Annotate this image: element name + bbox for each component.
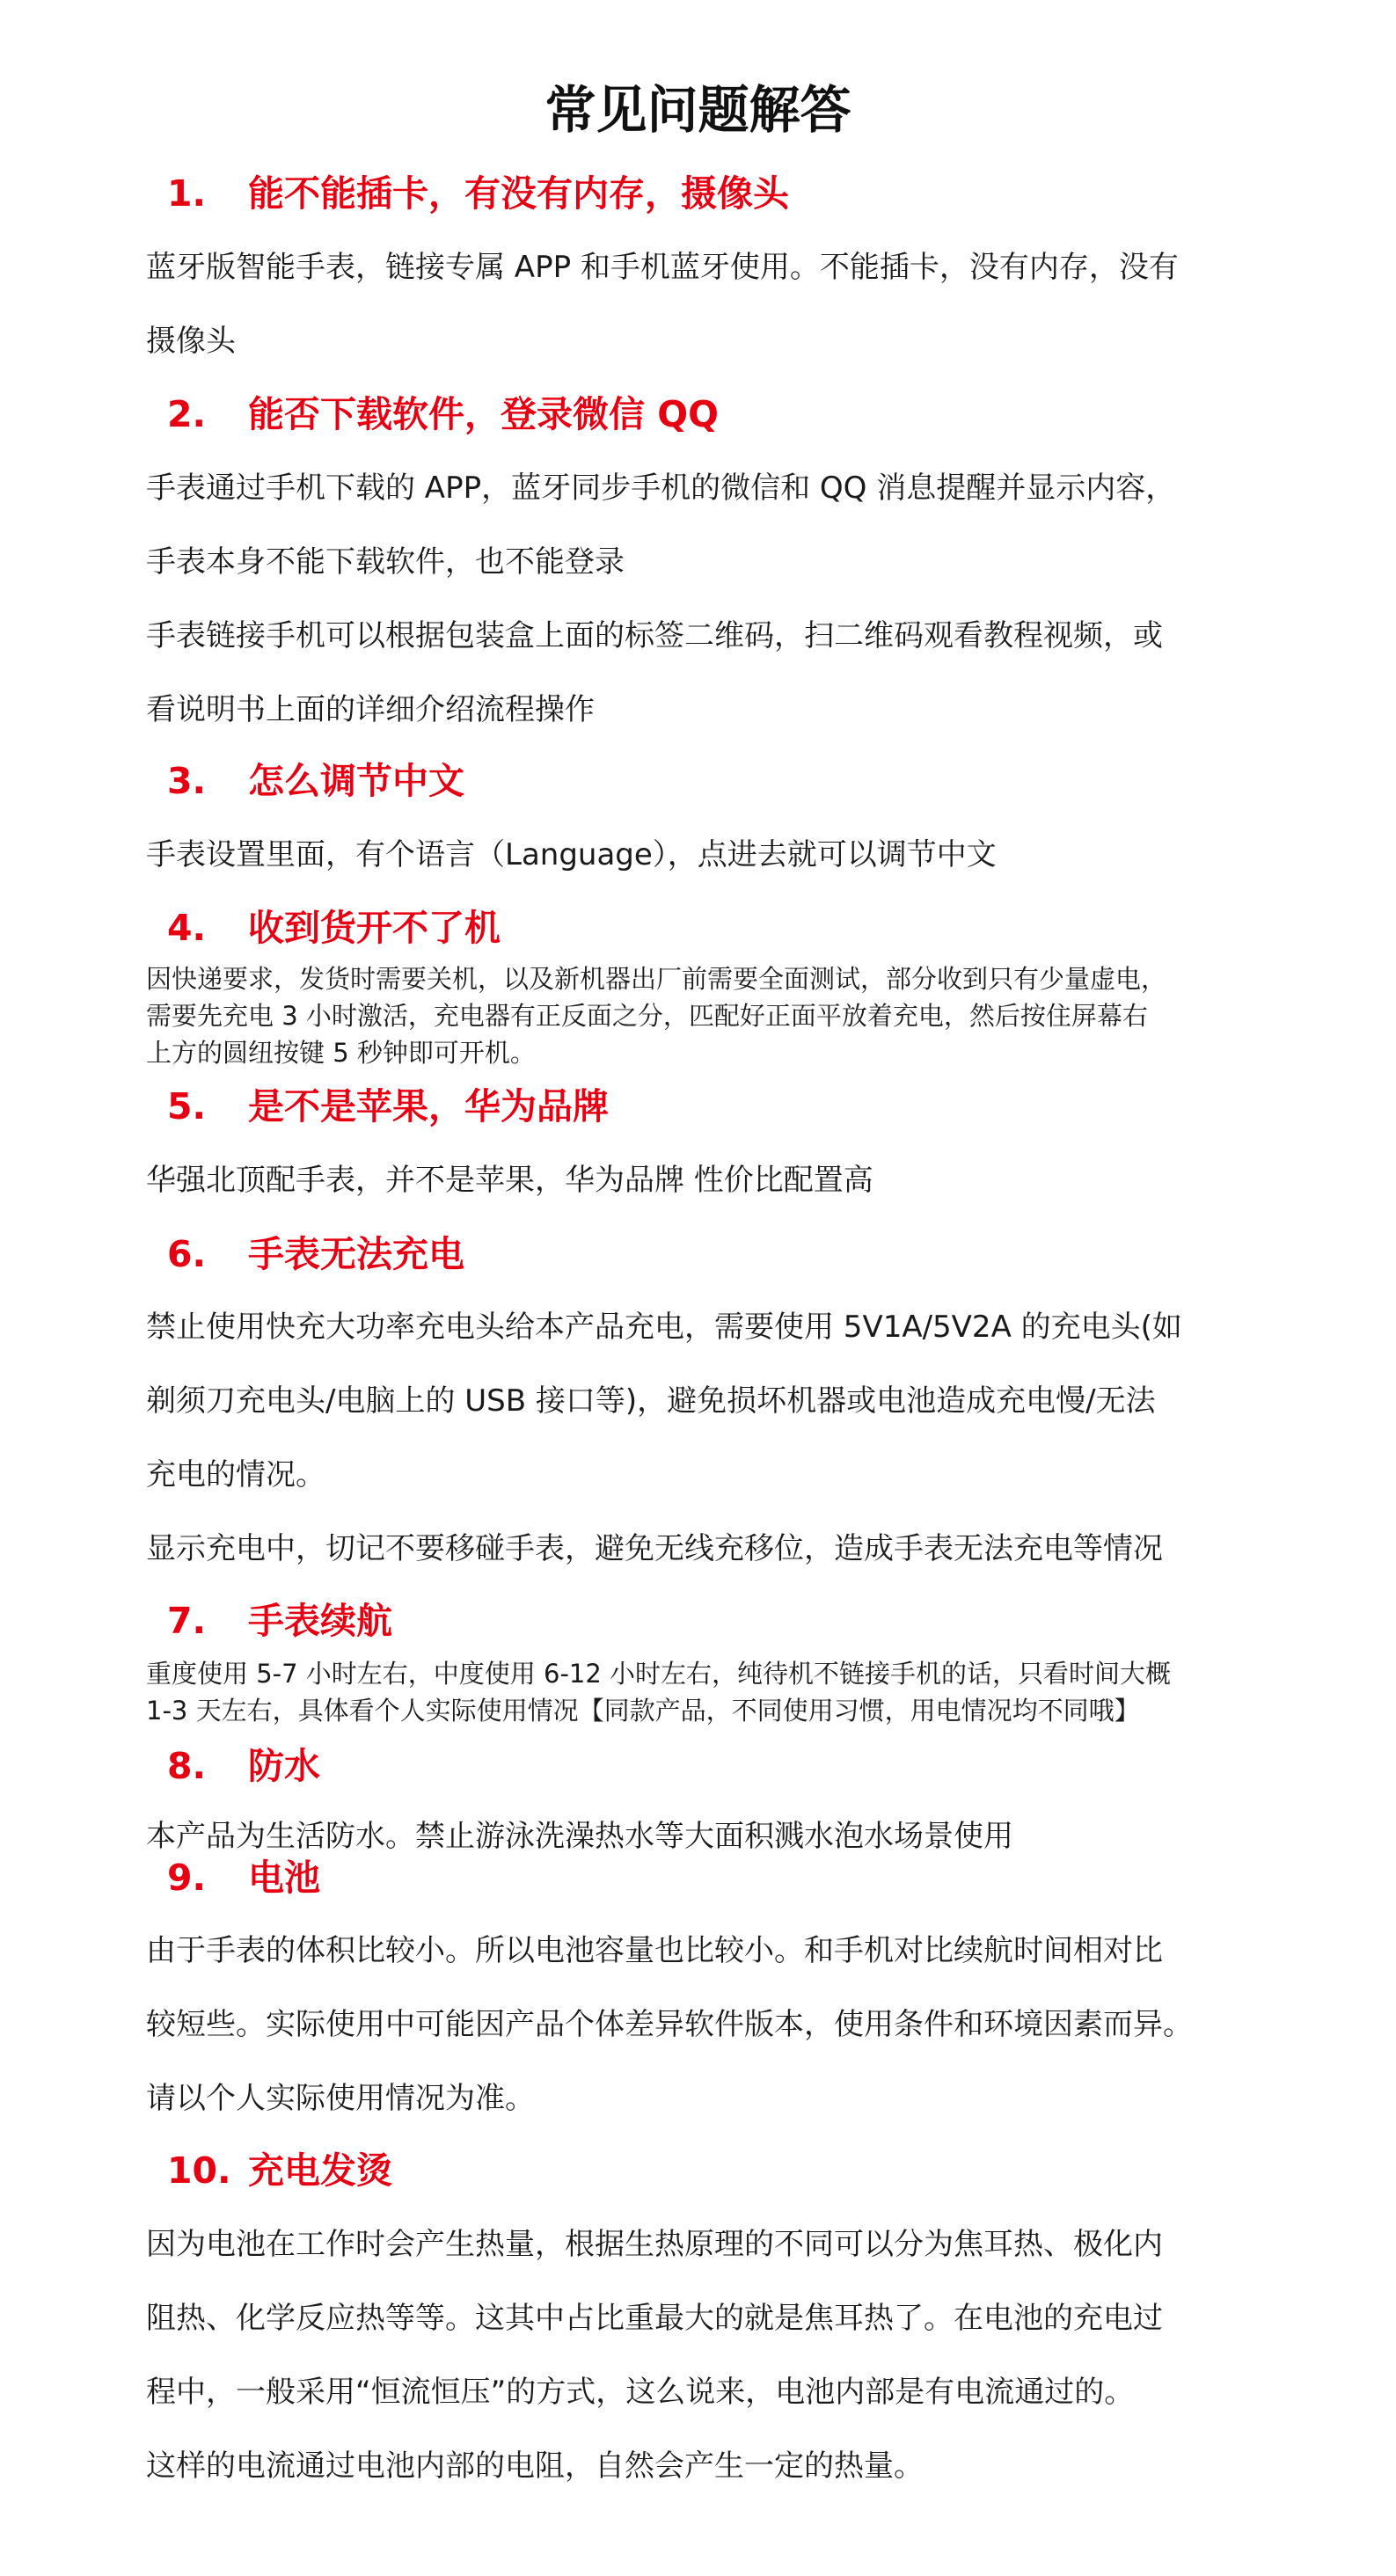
- faq-number: 3.: [167, 760, 207, 802]
- answer-line: 华强北顶配手表，并不是苹果，华为品牌 性价比配置高: [146, 1163, 873, 1198]
- answer-line: 手表设置里面，有个语言（Language），点进去就可以调节中文: [146, 837, 997, 872]
- faq-question-text: 能不能插卡，有没有内存，摄像头: [248, 172, 789, 215]
- faq-number: 2.: [167, 393, 207, 435]
- answer-line: 手表本身不能下载软件，也不能登录: [146, 544, 625, 580]
- answer-line: 需要先充电 3 小时激活，充电器有正反面之分，匹配好正面平放着充电，然后按住屏幕右: [146, 1001, 1148, 1031]
- faq-answer-1: [146, 230, 1272, 378]
- faq-answer-6: [146, 1290, 1272, 1586]
- faq-number: 4.: [167, 907, 207, 949]
- faq-answer-2: [146, 451, 1272, 747]
- answer-line: 剃须刀充电头/电脑上的 USB 接口等)，避免损坏机器或电池造成充电慢/无法: [146, 1383, 1156, 1419]
- answer-line: 看说明书上面的详细介绍流程操作: [146, 692, 595, 727]
- answer-line: 由于手表的体积比较小。所以电池容量也比较小。和手机对比续航时间相对比: [146, 1933, 1163, 1968]
- faq-question-3: [167, 760, 464, 802]
- answer-line: 较短些。实际使用中可能因产品个体差异软件版本，使用条件和环境因素而异。: [146, 2007, 1193, 2042]
- answer-line: 阻热、化学反应热等等。这其中占比重最大的就是焦耳热了。在电池的充电过: [146, 2301, 1163, 2336]
- faq-question-text: 怎么调节中文: [248, 760, 464, 802]
- faq-answer-3: [146, 818, 1272, 892]
- answer-line: 1-3 天左右，具体看个人实际使用情况【同款产品，不同使用习惯，用电情况均不同哦】: [146, 1696, 1140, 1726]
- faq-answer-10: [146, 2207, 1272, 2503]
- faq-number: 6.: [167, 1233, 207, 1275]
- faq-question-1: [167, 172, 789, 215]
- faq-question-text: 防水: [248, 1745, 320, 1787]
- faq-number: 7.: [167, 1600, 207, 1642]
- faq-question-text: 收到货开不了机: [248, 907, 501, 949]
- answer-line: 这样的电流通过电池内部的电阻，自然会产生一定的热量。: [146, 2448, 924, 2484]
- answer-line: 本产品为生活防水。禁止游泳洗澡热水等大面积溅水泡水场景使用: [146, 1819, 1013, 1854]
- answer-line: 因为电池在工作时会产生热量，根据生热原理的不同可以分为焦耳热、极化内: [146, 2227, 1163, 2262]
- answer-line: 禁止使用快充大功率充电头给本产品充电，需要使用 5V1A/5V2A 的充电头(如: [146, 1310, 1182, 1345]
- faq-number: 1.: [167, 172, 207, 215]
- answer-line: 充电的情况。: [146, 1457, 325, 1492]
- faq-question-text: 能否下载软件，登录微信 QQ: [248, 393, 719, 435]
- answer-line: 重度使用 5-7 小时左右，中度使用 6-12 小时左右，纯待机不链接手机的话，只看时间大概: [146, 1659, 1172, 1689]
- faq-number: 9.: [167, 1857, 207, 1899]
- faq-question-text: 电池: [248, 1857, 320, 1899]
- page-title: 常见问题解答: [545, 80, 851, 140]
- answer-line: 因快递要求，发货时需要关机，以及新机器出厂前需要全面测试，部分收到只有少量虚电，: [146, 964, 1167, 994]
- faq-answer-9: [146, 1914, 1272, 2135]
- faq-answer-7: [146, 1655, 1272, 1729]
- faq-answer-4: [146, 960, 1272, 1071]
- faq-question-10: [167, 2149, 392, 2192]
- faq-question-text: 是不是苹果，华为品牌: [248, 1085, 609, 1127]
- faq-question-text: 手表无法充电: [248, 1233, 464, 1275]
- faq-question-2: [167, 393, 719, 435]
- faq-number: 10.: [167, 2149, 231, 2192]
- faq-question-text: 手表续航: [248, 1600, 392, 1642]
- faq-question-8: [167, 1745, 320, 1787]
- answer-line: 显示充电中，切记不要移碰手表，避免无线充移位，造成手表无法充电等情况: [146, 1531, 1163, 1566]
- faq-question-4: [167, 907, 501, 949]
- answer-line: 程中，一般采用“恒流恒压”的方式，这么说来，电池内部是有电流通过的。: [146, 2375, 1135, 2410]
- answer-line: 手表通过手机下载的 APP，蓝牙同步手机的微信和 QQ 消息提醒并显示内容，: [146, 471, 1176, 506]
- answer-line: 手表链接手机可以根据包装盒上面的标签二维码，扫二维码观看教程视频，或: [146, 618, 1163, 653]
- answer-line: 蓝牙版智能手表，链接专属 APP 和手机蓝牙使用。不能插卡，没有内存，没有: [146, 250, 1179, 285]
- faq-question-6: [167, 1233, 464, 1275]
- answer-line: 请以个人实际使用情况为准。: [146, 2081, 535, 2116]
- answer-line: 上方的圆纽按键 5 秒钟即可开机。: [146, 1038, 536, 1068]
- faq-number: 8.: [167, 1745, 207, 1787]
- answer-line: 摄像头: [146, 324, 236, 359]
- faq-question-9: [167, 1857, 320, 1899]
- faq-number: 5.: [167, 1085, 207, 1127]
- faq-question-5: [167, 1085, 609, 1127]
- faq-question-text: 充电发烫: [248, 2149, 392, 2192]
- faq-question-7: [167, 1600, 392, 1642]
- faq-answer-5: [146, 1143, 1272, 1217]
